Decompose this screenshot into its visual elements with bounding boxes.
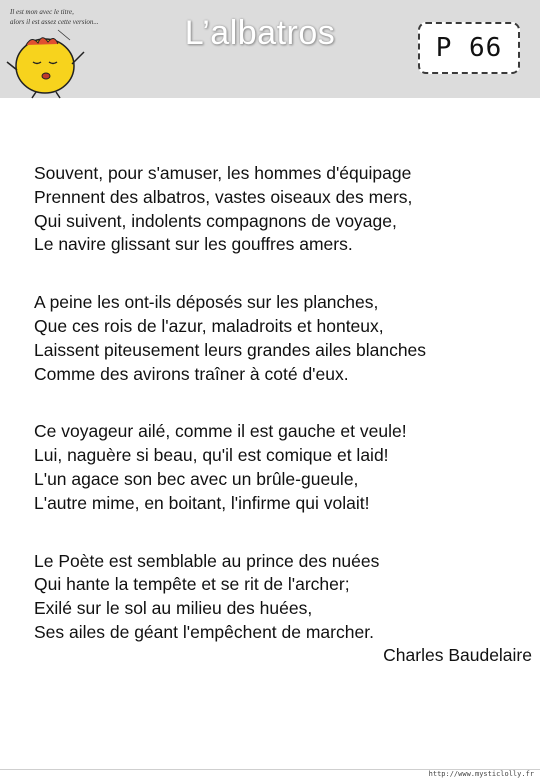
poem-line: Qui suivent, indolents compagnons de voyage,: [34, 210, 397, 231]
poem-line: A peine les ont-ils déposés sur les planches,: [34, 292, 379, 313]
poem-line: Laissent piteusement leurs grandes ailes blanches: [34, 339, 427, 360]
poem-line: Prennent des albatros, vastes oiseaux des mers,: [34, 186, 413, 207]
poem-line: Que ces rois de l'azur, maladroits et honteux,: [34, 315, 384, 336]
stanza: [34, 291, 524, 386]
poem-author: Charles Baudelaire: [383, 645, 532, 665]
svg-text:alors il est assez cette versi: alors il est assez cette version...: [10, 18, 99, 26]
header-banner: [0, 0, 540, 98]
mascot-cartoon-icon: [0, 0, 120, 100]
poem-line: Le Poète est semblable au prince des nuées: [34, 550, 380, 571]
poem-line: Comme des avirons traîner à coté d'eux.: [34, 363, 349, 384]
poem-line: Exilé sur le sol au milieu des huées,: [34, 598, 313, 619]
poem-line: Souvent, pour s'amuser, les hommes d'équipage: [34, 163, 412, 183]
page-number-badge: P 66: [418, 22, 520, 74]
footer-url[interactable]: http://www.mysticlolly.fr: [428, 770, 534, 778]
poem-line: Ce voyageur ailé, comme il est gauche et veule!: [34, 421, 407, 442]
poem-line: L'un agace son bec avec un brûle-gueule,: [34, 468, 359, 489]
poem-line: Lui, naguère si beau, qu'il est comique et laid!: [34, 445, 389, 466]
poem-line: L'autre mime, en boitant, l'infirme qui volait!: [34, 492, 370, 513]
page-title: L’albatros: [184, 14, 336, 52]
stanza: [34, 420, 524, 515]
poem-line: Le navire glissant sur les gouffres amers.: [34, 234, 353, 255]
poem-body: [34, 162, 524, 679]
poem-line: Qui hante la tempête et se rit de l'archer;: [34, 574, 350, 595]
stanza: [34, 550, 524, 645]
svg-text:Il est mon avec le titre,: Il est mon avec le titre,: [10, 8, 74, 16]
stanza: [34, 162, 524, 257]
poem-line: Ses ailes de géant l'empêchent de marcher.: [34, 621, 374, 642]
